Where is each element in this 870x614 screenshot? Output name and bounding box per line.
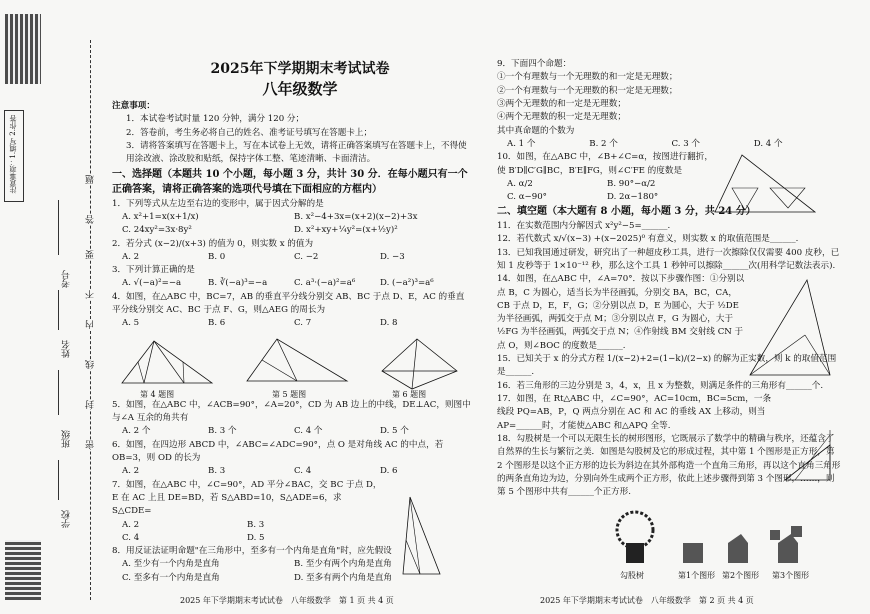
option: D. x²+xy+¼y²=(x+½y)² [294, 225, 398, 236]
note-item: 1．本试卷考试时量 120 分钟，满分 120 分； [126, 114, 305, 125]
option: B. 2 个 [589, 138, 618, 149]
q2-options [112, 251, 472, 264]
option: A. 2 [122, 519, 140, 530]
exam-no-field [58, 200, 59, 255]
section2-heading: 二、填空题（本大题有 8 小题，每小题 3 分，共 24 分） [497, 206, 756, 218]
option: C. α−90° [507, 192, 547, 203]
fig18-caption-1: 第1个图形 [678, 571, 716, 580]
section1-heading: 一、选择题（本题共 10 个小题，每小题 3 分，共计 30 分．在每小题只有一个正确答案，请将正确答案的选项代号填在下面相应的方框内） [112, 168, 468, 196]
figure-14 [745, 275, 835, 385]
seal-word: 题 [86, 175, 96, 184]
class-field [58, 370, 59, 415]
question-7: 7．如图，在△ABC 中，∠C=90°，AD 平分∠BAC，交 BC 于点 D，E 在 AC 上且 DE=BD，若 S△ABD=10，S△ADE=6，求 S△CDE= [112, 479, 382, 517]
q7-options [112, 519, 378, 532]
school-field [58, 460, 59, 500]
option: C. 24xy²=3x·8y² [122, 225, 192, 236]
option: A. 2 [122, 466, 140, 477]
notice-label: 注意事项：1.填写 2.作答 [9, 115, 17, 194]
seal-word: 内 [86, 320, 96, 329]
figure-18-pythagoras-tree [608, 508, 838, 568]
question-3: 3．下列计算正确的是 [112, 265, 195, 276]
option: A. √(−a)²=−a [122, 278, 182, 289]
footer-left: 2025 年下学期期末考试试卷 八年级数学 第 1 页 共 4 页 [180, 596, 394, 605]
option: C. 7 [294, 318, 312, 329]
fig18-caption-tree: 勾股树 [620, 571, 644, 580]
q10-options-2 [497, 191, 713, 204]
fig5-caption: 第 5 题图 [272, 389, 307, 399]
name-field [58, 290, 59, 330]
barcode-bottom [5, 540, 41, 600]
option: B. 3 [208, 466, 226, 477]
question-11: 11．在实数范围内分解因式 x²y²−5=______. [497, 220, 671, 231]
question-13: 13．已知我国通过研发，研究出了一种超皮秒工具，进行一次擦除仅仅需要 400 皮秒，已知 1 皮秒等于 1×10⁻¹² 秒，那么这个工具 1 秒钟可以擦除______次(用科学记数法表示). [497, 247, 840, 271]
figure-7 [395, 492, 445, 582]
question-4: 4．如图，在△ABC 中，BC=7，AB 的垂直平分线分别交 AB、BC 于点 D、E，AC 的垂直平分线分别交 AC、BC 于点 F、G，则△AEG 的周长为 [112, 291, 465, 316]
seal-word: 要 [86, 250, 96, 259]
q10-options [497, 178, 713, 191]
note-item: 2．答卷前，考生务必将自己的姓名、准考证号填写在答题卡上； [126, 127, 373, 138]
q9-item: ④两个无理数的积一定是无理数； [497, 112, 626, 123]
notes-heading: 注意事项： [112, 101, 155, 111]
option: B. 90°−α/2 [607, 178, 656, 189]
fig18-caption-2: 第2个图形 [722, 571, 760, 580]
q5-options [112, 425, 472, 438]
option: B. 0 [208, 251, 226, 262]
option: D. (−a²)³=a⁶ [380, 278, 434, 289]
seal-word: 密 [86, 440, 96, 449]
question-1: 1．下列等式从左边至右边的变形中，属于因式分解的是 [112, 198, 324, 209]
question-16: 16．若三角形的三边分别是 3，4，x，且 x 为整数，则满足条件的三角形有______个. [497, 380, 824, 391]
question-14: 14．如图，在△ABC 中，∠A=70°．按以下步骤作图：①分别以点 B，C 为圆心，适当长为半径画弧，分别交 BA，BC，CA，CB 于点 D，E，F，G；②分别以点 D，E 为圆心，大于 ½DE 为半径画弧，两弧交于点 M；③分别以点 F，G 为圆心，大于 ½FG 为半径画弧，两弧交于点 N；④作射线 BM 交射线 CN 于点 O，则∠BOC 的度数是______. [497, 274, 745, 351]
q1-options-2 [112, 224, 472, 237]
question-6: 6．如图，在四边形 ABCD 中，∠ABC=∠ADC=90°，点 O 是对角线 AC 的中点，若 OB=3，则 OD 的长为 [112, 439, 444, 463]
question-18: 18．勾股树是一个可以无限生长的树形图形，它既展示了数学中的精确与秩序，还蕴含了自然界的生长与繁衍之美．如图是勾股树及它的形成过程，其中第 1 个图形是正方形，第 2 个图形是以这个正方形的边长为斜边在其外部构造一个直角三角形，再以这个直角三角形的两条直角边为边，分别向外生成两个正方形，依此上述步骤得到第 3 个图形，……，则第 5 个图形中共有______个正方形. [497, 433, 841, 498]
q3-options [112, 277, 472, 290]
q4-options [112, 317, 472, 330]
option: A. α/2 [507, 178, 533, 189]
fig6-caption: 第 6 题图 [392, 389, 427, 399]
option: D. 至多有两个内角是直角 [294, 572, 392, 583]
option: A. x²+1=x(x+1/x) [122, 211, 199, 222]
binding-strip [0, 0, 100, 614]
question-2: 2．若分式 (x−2)/(x+3) 的值为 0，则实数 x 的值为 [112, 238, 314, 249]
figures-row [112, 331, 472, 399]
exam-title: 2025年下学期期末考试试卷 [210, 61, 390, 77]
name-label: 姓名 [62, 340, 72, 358]
q6-options [112, 465, 472, 478]
q9-item: ②一个有理数与一个无理数的积一定是无理数； [497, 85, 678, 96]
option: C. a³·(−a)²=a⁶ [294, 278, 356, 289]
option: B. 至少有两个内角是直角 [294, 559, 392, 570]
question-8: 8．用反证法证明命题"在三角形中，至多有一个内角是直角"时，应先假设 [112, 546, 392, 557]
question-12: 12．若代数式 x/√(x−3) +(x−2025)⁰ 有意义，则实数 x 的取值范围是______. [497, 234, 799, 245]
option: D. 5 个 [380, 426, 409, 437]
option: D. 5 [247, 532, 265, 543]
question-10: 10．如图，在△ABC 中，∠B+∠C=α，按图进行翻折，使 B′D∥C′G∥BC，B′E∥FG，则∠C′FE 的度数是 [497, 152, 713, 176]
seal-word: 封 [86, 400, 96, 409]
class-label: 班级 [62, 430, 72, 448]
option: B. 3 个 [208, 426, 237, 437]
option: C. 至多有一个内角是直角 [122, 572, 220, 583]
option: A. 1 个 [507, 138, 536, 149]
option: B. ∛(−a)³=−a [208, 278, 268, 289]
seal-word: 不 [86, 290, 96, 299]
option: D. −3 [380, 251, 405, 262]
seal-word: 线 [86, 360, 96, 369]
figure-17 [780, 425, 835, 485]
option: B. x²−4+3x=(x+2)(x−2)+3x [294, 211, 418, 222]
option: C. −2 [294, 251, 319, 262]
fig18-caption-3: 第3个图形 [772, 571, 810, 580]
figure-10 [710, 150, 820, 220]
barcode-top [5, 14, 41, 84]
option: A. 2 个 [122, 426, 151, 437]
q9-ask: 其中真命题的个数为 [497, 125, 575, 136]
exam-no-label: 考号 [62, 270, 72, 288]
question-5: 5．如图，在△ABC 中，∠ACB=90°，∠A=20°，CD 为 AB 边上的中线，DE⊥AC，则图中与∠A 互余的角共有 [112, 399, 471, 423]
school-label: 学校 [62, 510, 72, 528]
footer-right: 2025 年下学期期末考试试卷 八年级数学 第 2 页 共 4 页 [540, 596, 754, 605]
option: C. 4 个 [294, 426, 323, 437]
option: D. 8 [380, 318, 398, 329]
option: D. 4 个 [753, 138, 783, 149]
option: C. 4 [294, 466, 312, 477]
option: A. 至少有一个内角是直角 [122, 559, 220, 570]
option: B. 3 [247, 519, 265, 530]
fig4-caption: 第 4 题图 [140, 389, 175, 399]
option: B. 6 [208, 318, 226, 329]
option: C. 4 [122, 532, 140, 543]
option: D. 2α−180° [607, 192, 659, 203]
notice-box [4, 110, 24, 202]
q1-options [112, 211, 472, 224]
question-9: 9．下面四个命题： [497, 59, 572, 69]
q9-item: ①一个有理数与一个无理数的和一定是无理数； [497, 72, 678, 83]
option: A. 2 [122, 251, 140, 262]
seal-word: 答 [86, 215, 96, 224]
question-17: 17．如图，在 Rt△ABC 中，∠C=90°，AC=10cm，BC=5cm，一条线段 PQ=AB，P，Q 两点分别在 AC 和 AC 的垂线 AX 上移动，则当 AP=______时，才能使△ABC 和△APQ 全等. [497, 394, 772, 431]
note-item: 3．请将答案填写在答题卡上，写在本试卷上无效，请将正确答案填写在答题卡上，不得使用涂改液、涂改胶和贴纸，保持字体工整、笔迹清晰、卡面清洁。 [126, 140, 467, 165]
option: A. 5 [122, 318, 140, 329]
question-15: 15．已知关于 x 的分式方程 1/(x−2)+2=(1−k)/(2−x) 的解为正实数，则 k 的取值范围是______. [497, 354, 837, 378]
option: D. 6 [380, 466, 398, 477]
option: C. 3 个 [671, 138, 701, 149]
q9-item: ③两个无理数的和一定是无理数； [497, 98, 626, 109]
q7-options-2 [112, 532, 378, 545]
exam-subject: 八年级数学 [262, 80, 338, 98]
